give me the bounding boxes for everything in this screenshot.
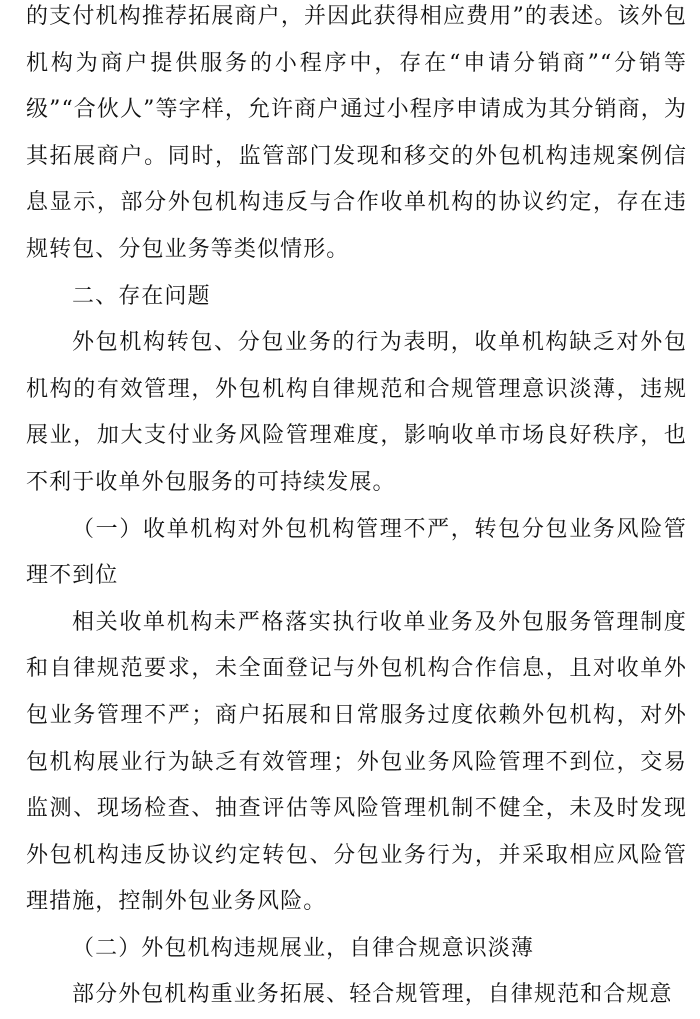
body-paragraph-continued: 的支付机构推荐拓展商户，并因此获得相应费用”的表述。该外包机构为商户提供服务的小程序中，存在“申请分销商”“分销等级”“合伙人”等字样，允许商户通过小程序申请成为其分销商，为其拓展商户。同时，监管部门发现和移交的外包机构违规案例信息显示，部分外包机构违反与合作收单机构的协议约定，存在违规转包、分包业务等类似情形。 [26, 4, 687, 262]
body-paragraph-subsection-1: 相关收单机构未严格落实执行收单业务及外包服务管理制度和自律规范要求，未全面登记与外包机构合作信息，且对收单外包业务管理不严；商户拓展和日常服务过度依赖外包机构，对外包机构展业行为缺乏有效管理；外包业务风险管理不到位，交易监测、现场检查、抽查评估等风险管理机制不健全，未及时发现外包机构违反协议约定转包、分包业务行为，并采取相应风险管理措施，控制外包业务风险。 [26, 609, 687, 915]
subsection-heading-2: （二）外包机构违规展业，自律合规意识淡薄 [72, 935, 535, 961]
subsection-heading-1: （一）收单机构对外包机构管理不严，转包分包业务风险管理不到位 [26, 516, 687, 589]
body-paragraph-issues-intro: 外包机构转包、分包业务的行为表明，收单机构缺乏对外包机构的有效管理，外包机构自律规范和合规管理意识淡薄，违规展业，加大支付业务风险管理难度，影响收单市场良好秩序，也不利于收单外包服务的可持续发展。 [26, 330, 687, 495]
section-heading-issues: 二、存在问题 [72, 283, 211, 309]
body-paragraph-subsection-2: 部分外包机构重业务拓展、轻合规管理，自律规范和合规意 [72, 982, 673, 1008]
